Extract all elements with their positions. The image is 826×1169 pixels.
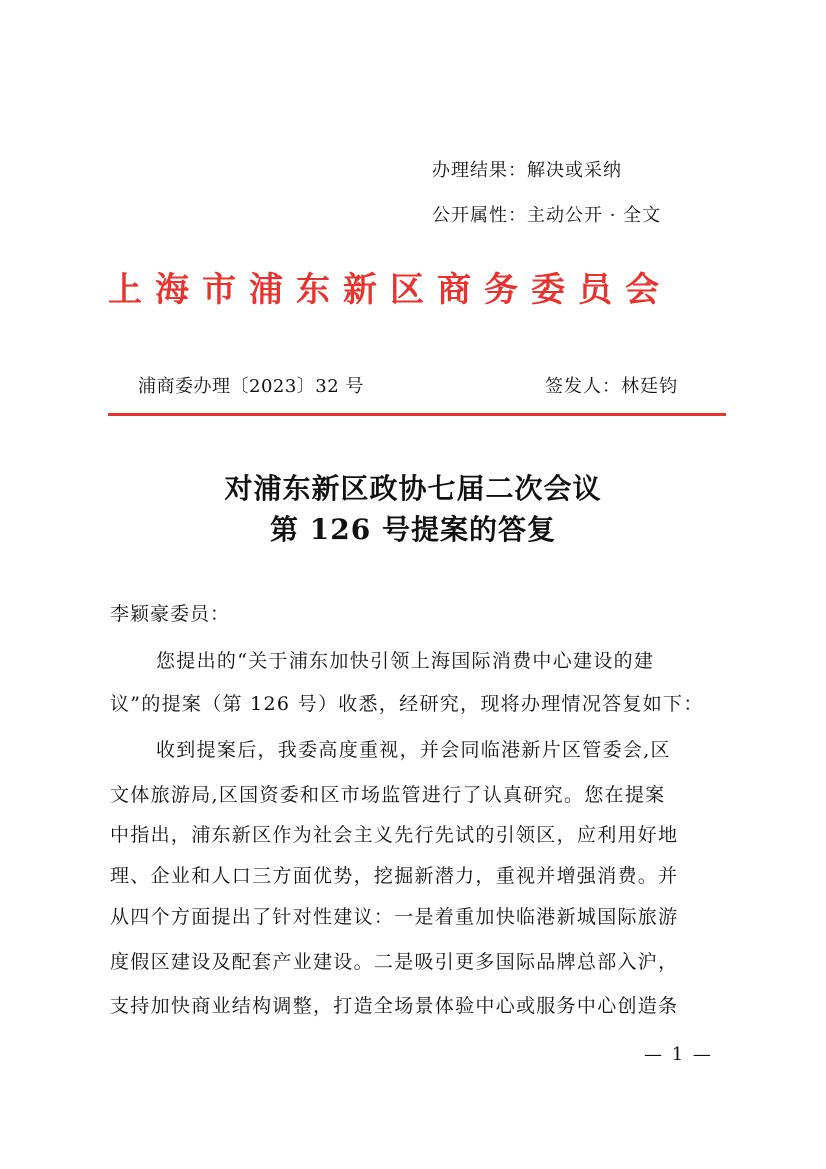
signer-label: 签发人： xyxy=(545,376,621,397)
page-number: — 1 — xyxy=(644,1044,713,1065)
body-line: 文体旅游局,区国资委和区市场监管进行了认真研究。您在提案 xyxy=(110,784,666,806)
document-number: 浦商委办理〔2023〕32 号 xyxy=(138,376,364,397)
body-line: 议”的提案（第 126 号）收悉，经研究，现将办理情况答复如下： xyxy=(110,693,704,715)
signer xyxy=(545,372,678,398)
body-line: 从四个方面提出了针对性建议：一是着重加快临港新城国际旅游 xyxy=(110,906,679,928)
body-line: 收到提案后，我委高度重视，并会同临港新片区管委会,区 xyxy=(156,739,671,761)
handling-result-label: 办理结果： xyxy=(432,160,527,181)
body-line: 支持加快商业结构调整，打造全场景体验中心或服务中心创造条 xyxy=(110,995,679,1017)
handling-result xyxy=(432,156,622,182)
body-line: 您提出的“关于浦东加快引领上海国际消费中心建设的建 xyxy=(156,650,655,672)
disclosure-attribute xyxy=(432,201,661,227)
handling-result-value: 解决或采纳 xyxy=(527,160,622,181)
salutation: 李颖豪委员： xyxy=(110,603,231,625)
disclosure-attribute-label: 公开属性： xyxy=(432,205,527,226)
document-title-line-2: 第 126 号提案的答复 xyxy=(270,513,556,546)
issuing-organization: 上海市浦东新区商务委员会 xyxy=(108,270,672,310)
signer-name: 林廷钧 xyxy=(621,376,678,397)
body-line: 理、企业和人口三方面优势，挖掘新潜力，重视并增强消费。并 xyxy=(110,865,679,887)
body-line: 中指出，浦东新区作为社会主义先行先试的引领区，应利用好地 xyxy=(110,824,679,846)
red-divider xyxy=(108,413,726,416)
document-title-line-1: 对浦东新区政协七届二次会议 xyxy=(224,472,602,505)
body-line: 度假区建设及配套产业建设。二是吸引更多国际品牌总部入沪， xyxy=(110,951,679,973)
disclosure-attribute-value: 主动公开 · 全文 xyxy=(527,205,662,226)
